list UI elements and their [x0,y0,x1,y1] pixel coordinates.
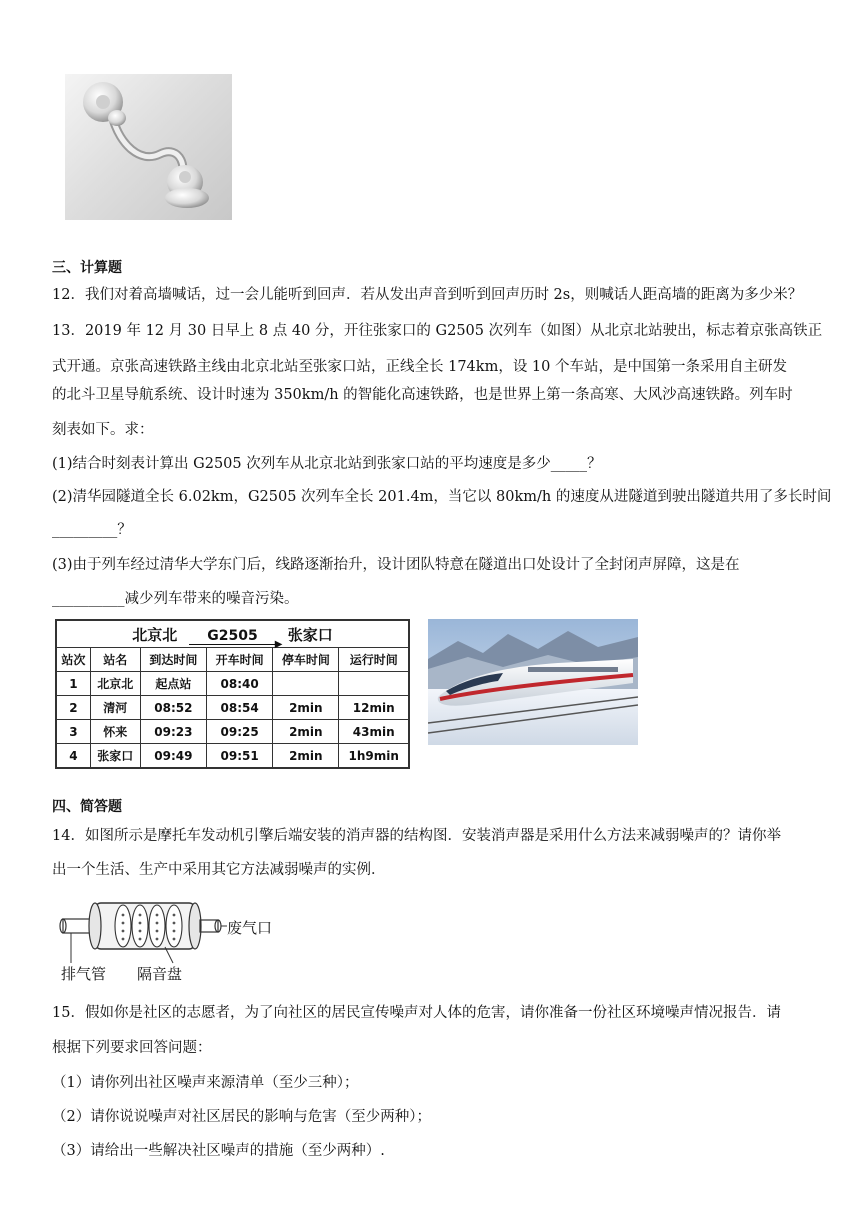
muffler-diagram [55,893,295,985]
table-row [57,672,409,696]
table-cell: 起点站 [140,672,206,696]
table-row [57,720,409,744]
table-cell: 2min [273,720,339,744]
table-cell: 09:25 [207,720,273,744]
table-cell [273,672,339,696]
question-14-line-2: 出一个生活、生产中采用其它方法减弱噪声的实例． [52,862,386,878]
timetable-title [57,621,409,648]
label-exhaust-outlet: 废气口 [227,919,273,937]
question-15-item-3: （3）请给出一些解决社区噪声的措施（至少两种）. [52,1143,385,1159]
label-exhaust-pipe: 排气管 [61,965,107,983]
table-cell: 43min [339,720,409,744]
earplug-image [65,74,232,220]
timetable-header: 站次 [57,648,91,672]
question-13-line-1: 13．2019 年 12 月 30 日早上 8 点 40 分，开往张家口的 G2505 次列车（如图）从北京北站驶出，标志着京张高铁正 [52,323,823,339]
table-cell: 08:54 [207,696,273,720]
arrow-right-icon: ▶ [274,638,283,650]
section-title-short-answer: 四、简答题 [52,799,122,815]
question-14-line-1: 14．如图所示是摩托车发动机引擎后端安装的消声器的结构图．安装消声器是采用什么方法来减弱噪声的？请你举 [52,828,781,844]
question-13-sub-2a: (2)清华园隧道全长 6.02km，G2505 次列车全长 201.4m，当它以 80km/h 的速度从进隧道到驶出隧道共用了多长时间 [52,489,832,505]
table-cell: 09:49 [140,744,206,768]
table-cell: 12min [339,696,409,720]
question-13-sub-3b: __________减少列车带来的噪音污染。 [52,591,299,607]
table-cell: 北京北 [90,672,140,696]
table-cell: 08:52 [140,696,206,720]
table-cell: 09:51 [207,744,273,768]
question-15-item-2: （2）请你说说噪声对社区居民的影响与危害（至少两种）； [52,1109,431,1125]
timetable-header: 停车时间 [273,648,339,672]
table-row [57,696,409,720]
timetable-from: 北京北 [132,625,178,644]
timetable-train: G2505 [207,627,258,644]
table-cell: 08:40 [207,672,273,696]
question-13-sub-1: (1)结合时刻表计算出 G2505 次列车从北京北站到张家口站的平均速度是多少_____？ [52,456,602,472]
high-speed-train-image [428,619,638,745]
table-cell: 2 [57,696,91,720]
timetable-header: 到达时间 [140,648,206,672]
table-cell: 2min [273,744,339,768]
question-13-line-2: 式开通。京张高速铁路主线由北京北站至张家口站，正线全长 174km，设 10 个车站，是中国第一条采用自主研发 [52,359,787,375]
table-cell: 张家口 [90,744,140,768]
timetable-header: 站名 [90,648,140,672]
table-cell: 09:23 [140,720,206,744]
timetable-header: 开车时间 [207,648,273,672]
label-baffle: 隔音盘 [137,965,183,983]
section-title-calculation: 三、计算题 [52,260,122,276]
question-13-line-3: 的北斗卫星导航系统、设计时速为 350km/h 的智能化高速铁路，也是世界上第一条高寒、大风沙高速铁路。列车时 [52,387,793,403]
question-13-line-4: 刻表如下。求： [52,422,154,438]
question-15-line-1: 15．假如你是社区的志愿者，为了向社区的居民宣传噪声对人体的危害，请你准备一份社区环境噪声情况报告．请 [52,1005,781,1021]
table-cell: 4 [57,744,91,768]
table-cell: 怀来 [90,720,140,744]
timetable-header: 运行时间 [339,648,409,672]
train-timetable [55,619,410,769]
question-15-line-2: 根据下列要求回答问题： [52,1040,212,1056]
table-cell: 3 [57,720,91,744]
question-13-sub-2b: _________？ [52,522,132,538]
table-cell: 1 [57,672,91,696]
table-row [57,744,409,768]
table-cell: 1h9min [339,744,409,768]
table-cell: 2min [273,696,339,720]
question-13-sub-3a: (3)由于列车经过清华大学东门后，线路逐渐抬升，设计团队特意在隧道出口处设计了全封闭声屏障，这是在 [52,557,740,573]
question-12: 12．我们对着高墙喊话，过一会儿能听到回声．若从发出声音到听到回声历时 2s，则喊话人距高墙的距离为多少米？ [52,287,803,303]
table-cell [339,672,409,696]
question-15-item-1: （1）请你列出社区噪声来源清单（至少三种）； [52,1075,359,1091]
table-cell: 清河 [90,696,140,720]
timetable-to: 张家口 [287,625,333,644]
